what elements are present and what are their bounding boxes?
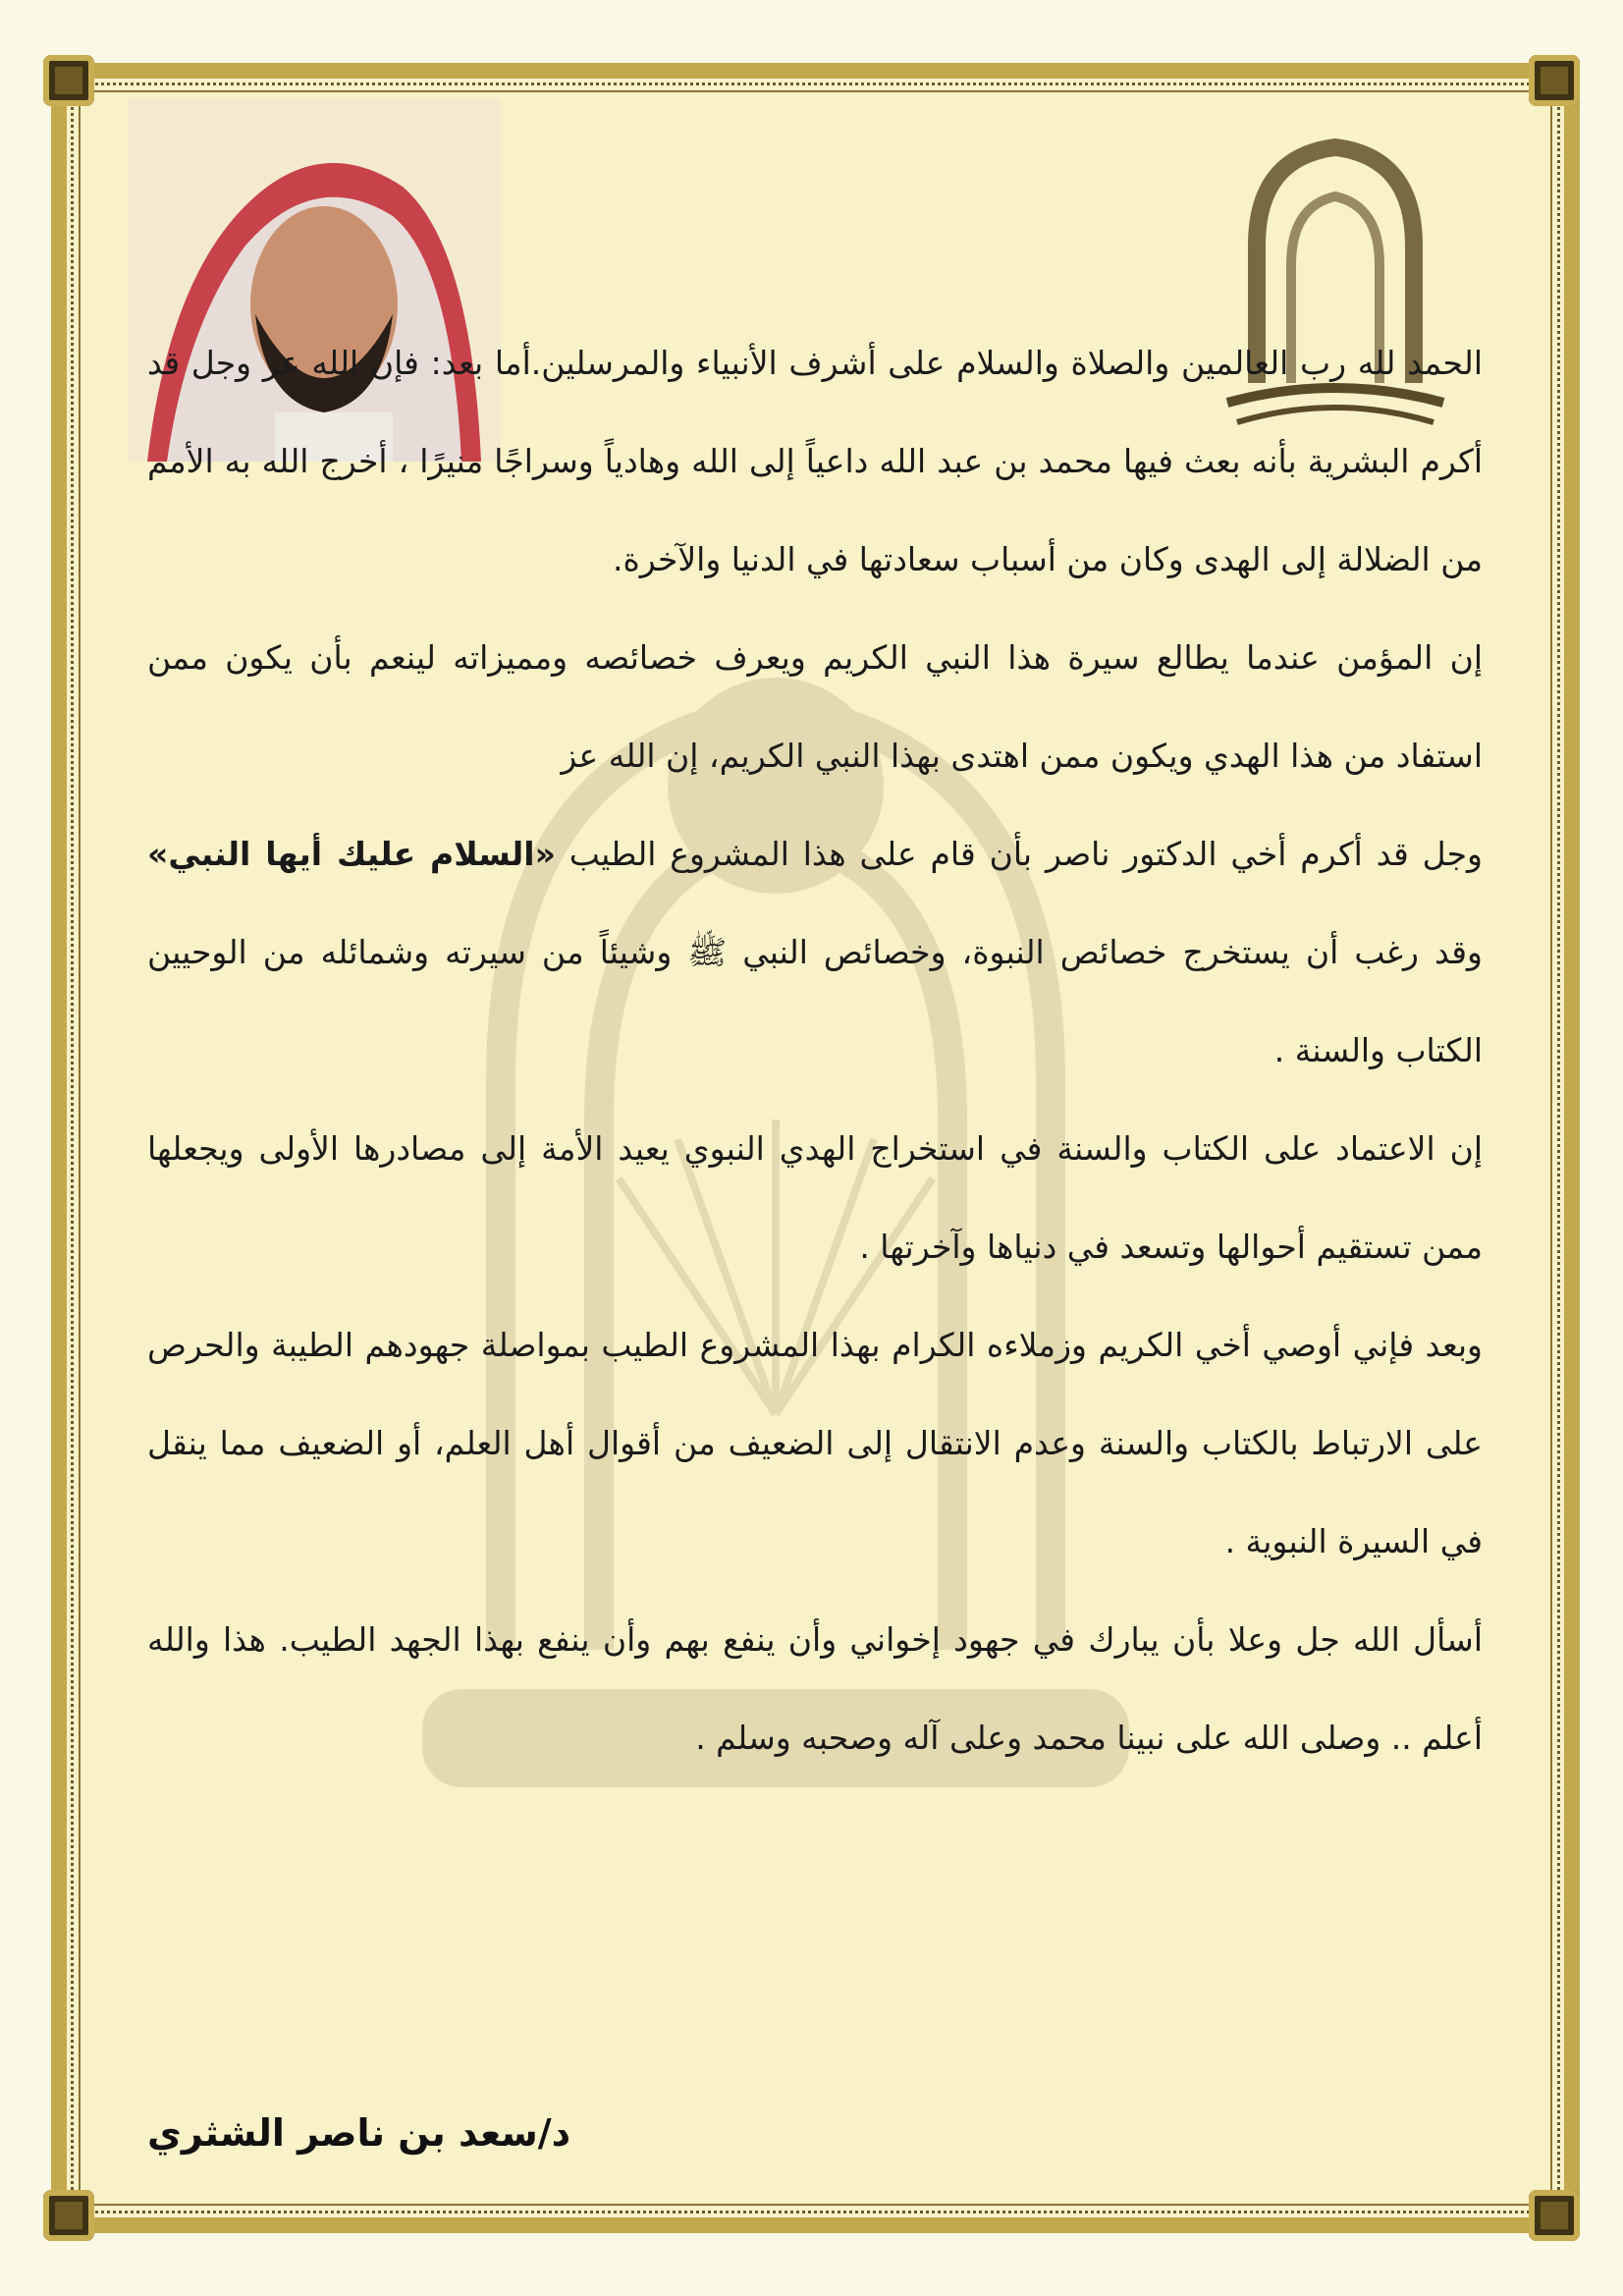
- letter-body: [147, 314, 1483, 1787]
- corner-ornament-icon: [1529, 55, 1580, 106]
- paragraph-6: أسأل الله جل وعلا بأن يبارك في جهود إخواني وأن ينفع بهم وأن ينفع بهذا الجهد الطيب. هذا والله أعلم .. وصلى الله على نبينا محمد وعلى آله وصحبه وسلم .: [147, 1620, 1483, 1757]
- paragraph-5: وبعد فإني أوصي أخي الكريم وزملاءه الكرام بهذا المشروع الطيب بمواصلة جهودهم الطيبة والحرص على الارتباط بالكتاب والسنة وعدم الانتقال إلى الضعيف من أقوال أهل العلم، أو الضعيف مما ينقل في السيرة النبوية .: [147, 1326, 1483, 1560]
- corner-ornament-icon: [43, 55, 94, 106]
- paragraph-3: وجل قد أكرم أخي الدكتور ناصر بأن قام على هذا المشروع الطيب «السلام عليك أيها النبي» وقد رغب أن يستخرج خصائص النبوة، وخصائص النبي ﷺ وشيئاً من سيرته وشمائله من الوحيين الكتاب والسنة .: [147, 835, 1483, 1069]
- signature: د/سعد بن ناصر الشثري: [147, 2111, 571, 2155]
- paragraph-1: الحمد لله رب العالمين والصلاة والسلام على أشرف الأنبياء والمرسلين.أما بعد: فإن الله عز وجل قد أكرم البشرية بأنه بعث فيها محمد بن عبد الله داعياً إلى الله وهادياً وسراجًا منيرًا ، أخرج الله به الأمم من الضلالة إلى الهدى وكان من أسباب سعادتها في الدنيا والآخرة.: [147, 344, 1483, 578]
- corner-ornament-icon: [1529, 2190, 1580, 2241]
- paragraph-2: إن المؤمن عندما يطالع سيرة هذا النبي الكريم ويعرف خصائصه ومميزاته لينعم بأن يكون ممن استفاد من هذا الهدي ويكون ممن اهتدى بهذا النبي الكريم، إن الله عز: [147, 638, 1483, 775]
- corner-ornament-icon: [43, 2190, 94, 2241]
- paragraph-4: إن الاعتماد على الكتاب والسنة في استخراج الهدي النبوي يعيد الأمة إلى مصادرها الأولى ويجعلها ممن تستقيم أحوالها وتسعد في دنياها وآخرتها .: [147, 1129, 1483, 1266]
